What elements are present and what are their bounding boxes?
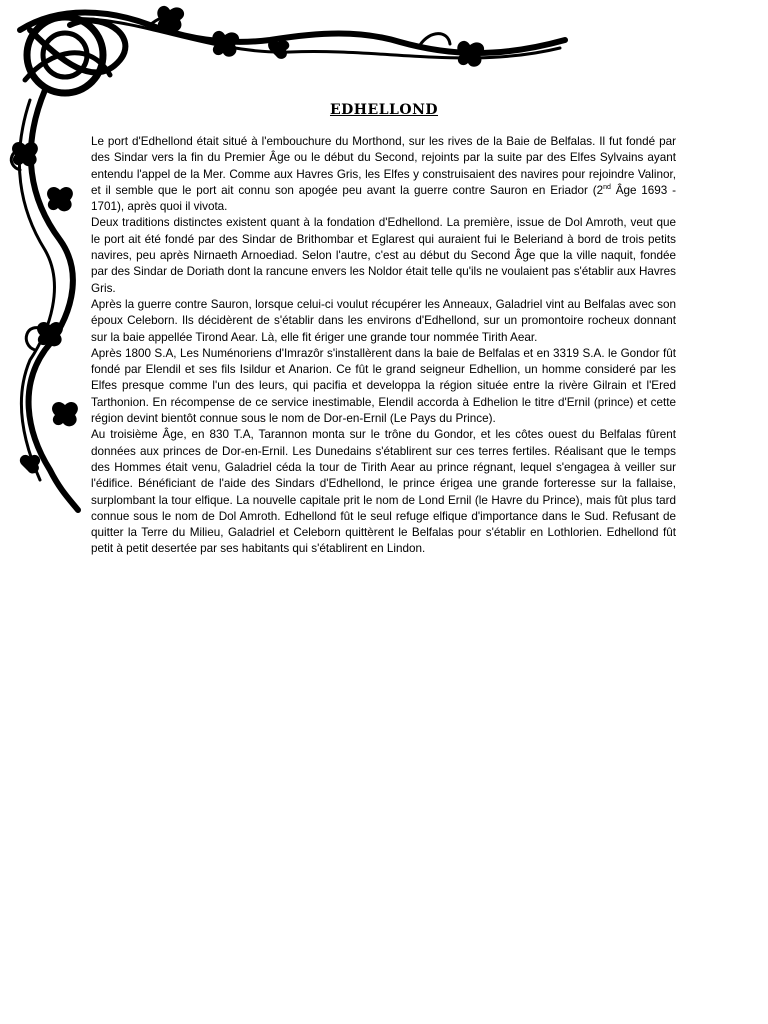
document-body: [91, 134, 676, 558]
paragraph-2: Deux traditions distinctes existent quant à la fondation d'Edhellond. La première, issue de Dol Amroth, veut que le port ait été fondé par des Sindar de Brithombar et Eglarest qui auraient fui le Beleriand à bord de trois petits navires, peu après Nirnaeth Arnoediad. Selon l'autre, c'est au début du Second Âge que la ville naquit, fondée par des Sindar de Doriath dont la rancune envers les Noldor était telle qu'ils ne voulaient pas s'établir aux Havres Gris.: [91, 216, 676, 295]
paragraph-3: Après la guerre contre Sauron, lorsque celui-ci voulut récupérer les Anneaux, Galadriel vint au Belfalas avec son époux Celeborn. Ils décidèrent de s'établir dans les environs d'Edhellond, sur un promontoire rocheux donnant sur la baie appellée Tirond Aear. Là, elle fit ériger une grande tour nommée Tirith Aear.: [91, 297, 676, 344]
paragraph-1-text-end: Âge 1693 - 1701), après quoi il vivota.: [91, 183, 676, 214]
paragraph-1: [91, 134, 676, 215]
paragraph-1-text: Le port d'Edhellond était situé à l'embouchure du Morthond, sur les rives de la Baie de Belfalas. Il fut fondé par des Sindar vers la fin du Premier Âge ou le début du Second, rejoints par la suite par des Elfes Sylvains ayant entendu l'appel de la Mer. Comme aux Havres Gris, les Elfes y construisaient des navires pour rejoindre Valinor, et il semble que le port ait connu son apogée peu avant la guerre contre Sauron en Eriador (2: [91, 135, 676, 197]
ordinal-superscript: nd: [603, 184, 611, 191]
paragraph-5: Au troisième Âge, en 830 T.A, Tarannon monta sur le trône du Gondor, et les côtes ouest du Belfalas fûrent données aux princes de Dor-en-Ernil. Les Dunedains s'établirent sur ces terres fertiles. Réalisant que le temps des Hommes était venu, Galadriel céda la tour de Tirith Aear au prince régnant, lequel s'engagea à veiller sur l'édifice. Bénéficiant de l'aide des Sindars d'Edhellond, le prince érigea une grande forteresse sur la fallaise, surplombant la tour elfique. La nouvelle capitale prit le nom de Lond Ernil (le Havre du Prince), mais fût plus tard connue sous le nom de Dol Amroth. Edhellond fût le seul refuge elfique d'importance dans le Sud. Refusant de quitter la Terre du Milieu, Galadriel et Celeborn quittèrent le Belfalas pour s'établir en Lothlorien. Edhellond fût petit à petit desertée par ses habitants qui s'établirent en Lindon.: [91, 428, 676, 556]
document-title: EDHELLOND: [329, 102, 439, 118]
paragraph-4: Après 1800 S.A, Les Numénoriens d'Imrazôr s'installèrent dans la baie de Belfalas et en 3319 S.A. le Gondor fût fondé par Elendil et ses fils Isildur et Anarion. Ce fût le grand seigneur Edhellion, un homme consideré par les Elfes presque comme l'un des leurs, qui pacifia et developpa la région située entre la rivère Gilrain et l'Ered Tarthonion. En récompense de ce service inestimable, Elendil accorda à Edhelion le titre d'Ernil (prince) et cette région devint bientôt connue sous le nom de Dor-en-Ernil (Le Pays du Prince).: [91, 346, 676, 426]
